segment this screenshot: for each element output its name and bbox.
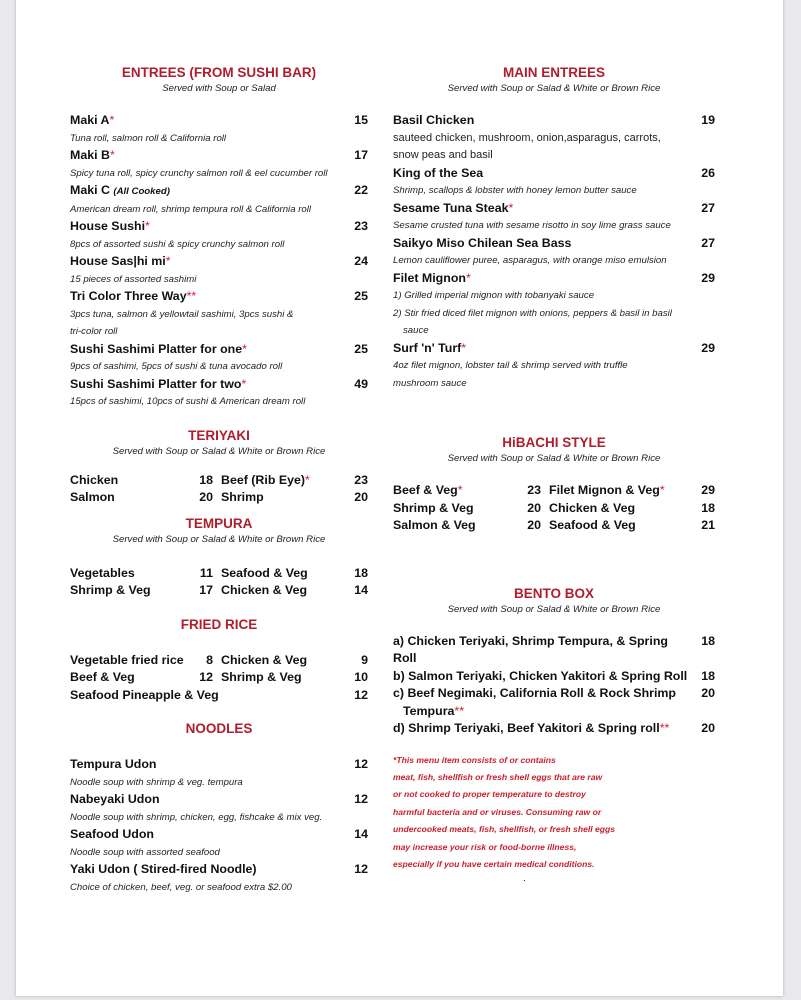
- item-price: 12: [354, 687, 368, 702]
- stray-dot: .: [523, 873, 526, 885]
- item-name: Filet Mignon & Veg: [549, 483, 660, 497]
- item-price: 11: [199, 565, 213, 580]
- bento-section: [393, 585, 715, 738]
- item-description: Noodle soup with shrimp & veg. tempura: [70, 776, 243, 788]
- item-price: 29: [701, 483, 715, 497]
- item-price: 12: [354, 862, 368, 876]
- item-price: 29: [701, 340, 715, 355]
- menu-item: a) Chicken Teriyaki, Shrimp Tempura, & Spring Roll 18: [393, 633, 715, 665]
- star-marker: *: [465, 270, 471, 285]
- disclaimer-line: especially if you have certain medical conditions.: [393, 858, 595, 869]
- noodles-section: [70, 720, 368, 896]
- disclaimer-line: meat, fish, shellfish or fresh shell eggs that are raw: [393, 771, 603, 782]
- item-price: 18: [701, 500, 715, 515]
- section-subtitle: Served with Soup or Salad & White or Brown Rice: [447, 603, 661, 615]
- entrees-sushi-section: [70, 64, 368, 411]
- item-price: 29: [701, 270, 715, 285]
- item-price: 8: [206, 652, 213, 667]
- item-price: 20: [701, 686, 715, 700]
- menu-item: [393, 517, 545, 535]
- item-description: sauteed chicken, mushroom, onion,asparagus, carrots,: [393, 131, 661, 144]
- item-price: 21: [701, 518, 715, 532]
- item-name: Seafood & Veg: [221, 565, 308, 580]
- item-price: 25: [354, 289, 368, 303]
- section-title: MAIN ENTREES: [502, 65, 605, 80]
- menu-item: [221, 669, 368, 687]
- item-description: 9pcs of sashimi, 5pcs of sushi & tuna avocado roll: [70, 361, 283, 372]
- item-price: 20: [701, 721, 715, 735]
- star-marker: *: [145, 219, 150, 233]
- menu-item: Tempura Udon 12: [70, 756, 368, 774]
- menu-item: c) Beef Negimaki, California Roll & Rock Shrimp 20: [393, 685, 715, 703]
- item-price: 14: [354, 827, 368, 841]
- item-name: Filet Mignon: [393, 270, 466, 285]
- menu-item: [70, 218, 368, 236]
- menu-item: [393, 340, 715, 358]
- main-entrees-section: [393, 64, 715, 392]
- menu-item: Seafood Pineapple & Veg 12: [70, 687, 368, 705]
- item-price: 19: [701, 113, 715, 127]
- item-name: Maki B: [70, 148, 110, 162]
- section-title: TEMPURA: [185, 515, 253, 531]
- menu-item: [70, 112, 368, 130]
- item-name: Chicken & Veg: [221, 583, 308, 597]
- section-title: TERIYAKI: [188, 427, 250, 443]
- menu-item: [70, 472, 217, 490]
- star-marker: **: [659, 721, 670, 735]
- item-name: Tempura: [403, 703, 455, 718]
- item-grid: [70, 652, 368, 687]
- item-price: 22: [354, 183, 368, 197]
- section-subtitle: Served with Soup or Salad & White or Brown Rice: [447, 453, 661, 464]
- item-description-cont: mushroom sauce: [393, 377, 467, 389]
- item-grid: [393, 482, 715, 535]
- item-name: Maki C: [70, 183, 110, 197]
- item-price: 14: [354, 583, 368, 597]
- item-description-cont: 2) Stir fried diced filet mignon with onions, peppers & basil in basil: [393, 307, 672, 319]
- menu-item: [393, 200, 715, 218]
- menu-item: Yaki Udon ( Stired-fired Noodle) 12: [70, 861, 368, 879]
- item-grid: [70, 565, 368, 600]
- teriyaki-section: [70, 427, 368, 507]
- item-price: 27: [701, 200, 715, 215]
- item-price: 12: [199, 670, 213, 684]
- item-description: American dream roll, shrimp tempura roll & California roll: [70, 203, 311, 215]
- right-column: [393, 64, 715, 885]
- item-description: 15pcs of sashimi, 10pcs of sushi & American dream roll: [70, 396, 306, 407]
- item-description: Sesame crusted tuna with sesame risotto in soy lime grass sauce: [393, 220, 671, 231]
- menu-item: [393, 270, 715, 288]
- section-title: ENTREES (FROM SUSHI BAR): [121, 65, 317, 80]
- tempura-section: [70, 515, 368, 600]
- item-name: Tri Color Three Way: [70, 289, 187, 303]
- item-price: 24: [354, 254, 368, 268]
- item-price: 9: [361, 652, 368, 667]
- item-description: Tuna roll, salmon roll & California roll: [70, 132, 227, 144]
- star-marker: *: [508, 200, 514, 215]
- item-description-cont: snow peas and basil: [393, 149, 493, 161]
- item-description: Lemon cauliflower puree, asparagus, with orange miso emulsion: [393, 255, 667, 266]
- menu-item: [221, 565, 368, 583]
- item-name: Salmon & Veg: [393, 518, 476, 532]
- item-description: 3pcs tuna, salmon & yellowtail sashimi, 3pcs sushi &: [70, 308, 294, 320]
- star-marker: **: [186, 289, 197, 303]
- item-price: 20: [527, 500, 541, 515]
- item-name: Beef & Veg: [393, 483, 458, 497]
- star-marker: *: [461, 340, 467, 355]
- disclaimer-line: harmful bacteria and or viruses. Consuming raw or: [393, 806, 602, 817]
- item-grid: [70, 472, 368, 507]
- item-price: 20: [199, 490, 213, 504]
- item-price: 10: [354, 670, 368, 684]
- item-price: 17: [354, 148, 368, 162]
- menu-item: [70, 341, 368, 359]
- item-description: Noodle soup with shrimp, chicken, egg, fishcake & mix veg.: [70, 811, 323, 823]
- menu-item: [393, 500, 545, 518]
- section-title: HiBACHI STYLE: [502, 435, 606, 450]
- item-description: Noodle soup with assorted seafood: [70, 846, 220, 858]
- item-name: Sushi Sashimi Platter for one: [70, 341, 243, 356]
- item-description: 1) Grilled imperial mignon with tobanyaki sauce: [393, 290, 595, 301]
- item-name: Salmon: [70, 490, 115, 504]
- menu-item: Saikyo Miso Chilean Sea Bass 27: [393, 235, 715, 253]
- item-price: 26: [701, 165, 715, 180]
- item-price: 18: [701, 668, 715, 683]
- item-description-cont: tri-color roll: [70, 326, 118, 337]
- item-price: 23: [527, 483, 541, 497]
- item-note: (All Cooked): [113, 186, 170, 197]
- left-column: [70, 64, 368, 896]
- item-description: Choice of chicken, beef, veg. or seafood extra $2.00: [70, 881, 292, 893]
- menu-item: [549, 517, 715, 535]
- menu-item: [70, 253, 368, 271]
- item-price: 27: [701, 235, 715, 250]
- item-name: Shrimp & Veg: [393, 500, 474, 515]
- star-marker: *: [109, 148, 115, 162]
- menu-item: [549, 482, 715, 500]
- item-price: 23: [354, 472, 368, 487]
- item-price: 20: [354, 490, 368, 504]
- star-marker: *: [659, 483, 665, 497]
- menu-item: [70, 565, 217, 583]
- section-title: BENTO BOX: [513, 585, 594, 601]
- item-price: 18: [199, 472, 213, 487]
- item-name: Chicken & Veg: [549, 500, 636, 515]
- disclaimer-line: undercooked meats, fish, shellfish, or fresh shell eggs: [393, 824, 616, 835]
- menu-item: [221, 582, 368, 600]
- item-description: 4oz filet mignon, lobster tail & shrimp served with truffle: [393, 360, 628, 371]
- menu-item: Nabeyaki Udon 12: [70, 791, 368, 809]
- menu-item: [549, 500, 715, 518]
- disclaimer-line: may increase your risk or food-borne illness,: [393, 841, 577, 852]
- hibachi-section: [393, 434, 715, 535]
- menu-item: [70, 288, 368, 306]
- menu-item: King of the Sea 26: [393, 165, 715, 183]
- item-description: Shrimp, scallops & lobster with honey lemon butter sauce: [393, 185, 637, 196]
- item-name: Maki A: [70, 113, 110, 127]
- section-subtitle: Served with Soup or Salad & White or Brown Rice: [112, 533, 326, 545]
- section-subtitle: Served with Soup or Salad & White or Brown Rice: [447, 83, 661, 94]
- section-title: FRIED RICE: [180, 616, 258, 632]
- menu-item: [70, 376, 368, 394]
- item-description-cont: sauce: [403, 325, 429, 336]
- item-name: Vegetable fried rice: [70, 652, 184, 667]
- item-name: Chicken & Veg: [221, 652, 308, 667]
- item-name: House Sas|hi mi: [70, 254, 166, 268]
- section-title: NOODLES: [185, 721, 253, 736]
- item-name: Chicken: [70, 472, 119, 487]
- star-marker: *: [165, 254, 171, 268]
- item-price: 25: [354, 341, 368, 356]
- item-name: House Sushi: [70, 219, 146, 233]
- fried-rice-section: [70, 616, 368, 705]
- menu-item-cont: [393, 703, 715, 721]
- item-price: 17: [199, 583, 213, 597]
- item-price: 49: [354, 376, 368, 391]
- star-marker: *: [457, 483, 463, 497]
- star-marker: **: [454, 703, 465, 718]
- star-marker: *: [241, 376, 247, 391]
- item-price: 12: [354, 757, 368, 771]
- menu-page: [16, 0, 783, 996]
- menu-item: [221, 652, 368, 670]
- disclaimer-line: *This menu item consists of or contains: [393, 754, 556, 765]
- disclaimer: [393, 752, 715, 886]
- menu-item: [70, 652, 217, 670]
- item-description: Spicy tuna roll, spicy crunchy salmon roll & eel cucumber roll: [70, 167, 328, 179]
- menu-item: [70, 182, 368, 201]
- item-price: 18: [701, 633, 715, 648]
- item-name: Seafood & Veg: [549, 518, 636, 532]
- item-price: 12: [354, 792, 368, 806]
- menu-item: b) Salmon Teriyaki, Chicken Yakitori & Spring Roll 18: [393, 668, 715, 686]
- item-price: 20: [527, 518, 541, 532]
- menu-item: Basil Chicken 19: [393, 112, 715, 130]
- section-subtitle: Served with Soup or Salad & White or Brown Rice: [112, 445, 326, 457]
- menu-item: [221, 472, 368, 490]
- menu-item: [70, 489, 217, 507]
- item-name: Beef (Rib Eye): [221, 472, 305, 487]
- section-subtitle: Served with Soup or Salad: [162, 83, 276, 94]
- item-description: 8pcs of assorted sushi & spicy crunchy salmon roll: [70, 238, 285, 250]
- menu-item: Seafood Udon 14: [70, 826, 368, 844]
- item-name: Vegetables: [70, 565, 135, 580]
- item-description: 15 pieces of assorted sashimi: [70, 273, 197, 285]
- menu-item: [70, 147, 368, 165]
- star-marker: *: [242, 341, 247, 356]
- item-name: Surf 'n' Turf: [393, 340, 462, 355]
- star-marker: *: [109, 113, 115, 127]
- menu-item: [70, 669, 217, 687]
- item-name: Shrimp & Veg: [70, 583, 151, 597]
- item-price: 15: [354, 113, 368, 127]
- item-price: 23: [354, 219, 368, 233]
- menu-item: [70, 582, 217, 600]
- item-name: Shrimp & Veg: [221, 670, 302, 684]
- item-price: 18: [354, 565, 368, 580]
- item-name: Sushi Sashimi Platter for two: [70, 376, 242, 391]
- disclaimer-line: or not cooked to proper temperature to destroy: [393, 789, 586, 800]
- item-name: Sesame Tuna Steak: [393, 200, 509, 215]
- star-marker: *: [305, 472, 310, 487]
- menu-item: [393, 482, 545, 500]
- item-name: d) Shrimp Teriyaki, Beef Yakitori & Spring roll: [393, 721, 660, 735]
- menu-item: [393, 720, 715, 738]
- item-name: Shrimp: [221, 490, 264, 504]
- menu-item: [221, 489, 368, 507]
- item-name: Beef & Veg: [70, 670, 135, 684]
